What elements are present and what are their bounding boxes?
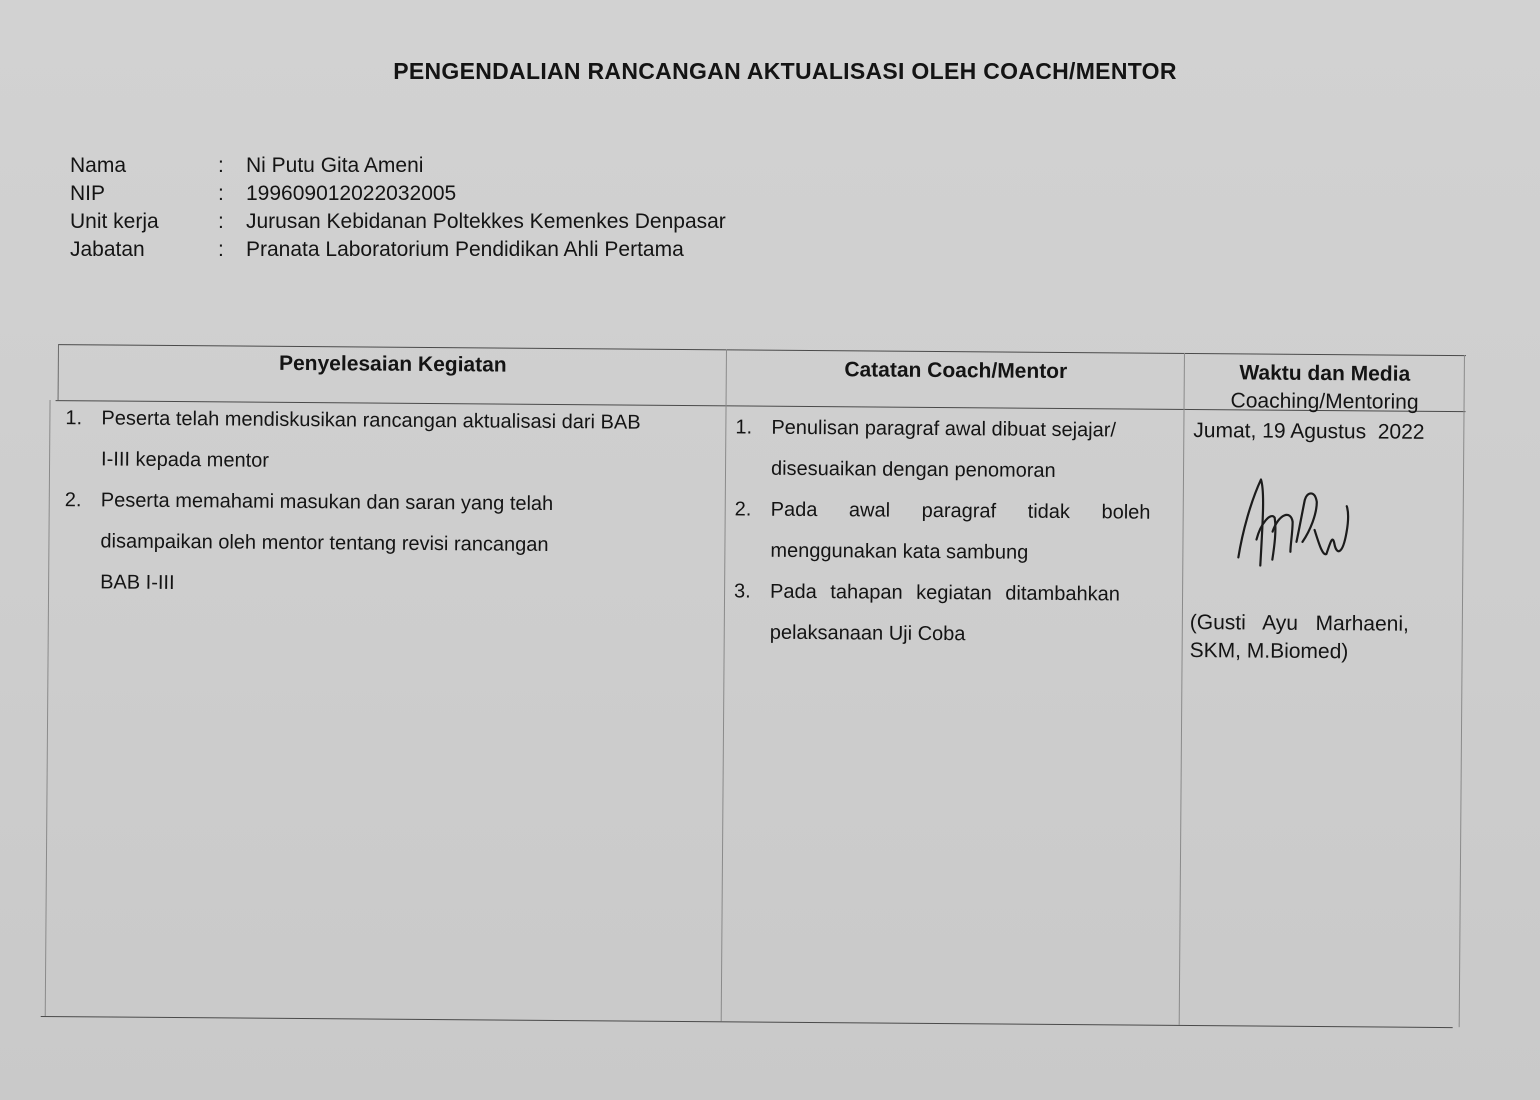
list-line: pelaksanaan Uji Coba <box>769 621 966 646</box>
info-label: Jabatan <box>70 238 145 261</box>
identity-block <box>70 152 726 264</box>
info-row-jabatan <box>70 236 726 264</box>
info-colon: : <box>218 238 224 261</box>
list-number: 2. <box>734 498 752 521</box>
list-item <box>735 407 1166 492</box>
mentoring-table <box>41 344 1466 1045</box>
list-number: 3. <box>733 580 751 603</box>
info-row-unit-kerja <box>70 208 726 236</box>
mentor-name-line2: SKM, M.Biomed) <box>1189 638 1349 664</box>
info-label: NIP <box>70 182 106 205</box>
list-line: Pada awal paragraf tidak boleh <box>770 498 1151 524</box>
list-number: 2. <box>64 489 82 512</box>
penyelesaian-list <box>64 398 706 608</box>
list-line: BAB I-III <box>100 571 175 595</box>
info-row-nip <box>70 180 726 208</box>
table-left-border-body <box>45 400 51 1016</box>
header-waktu-media-line2: Coaching/Mentoring <box>1230 389 1419 414</box>
mentoring-date: Jumat, 19 Agustus 2022 <box>1193 419 1425 444</box>
list-line: disesuaikan dengan penomoran <box>770 457 1056 482</box>
info-label: Unit kerja <box>70 210 159 233</box>
header-catatan-coach-mentor: Catatan Coach/Mentor <box>844 358 1068 384</box>
header-penyelesaian-kegiatan: Penyelesaian Kegiatan <box>278 351 507 377</box>
info-value: Pranata Laboratorium Pendidikan Ahli Pertama <box>246 238 684 261</box>
list-line: Pada tahapan kegiatan ditambahkan <box>769 580 1120 606</box>
list-item <box>734 571 1165 656</box>
catatan-list <box>734 407 1166 656</box>
list-line: disampaikan oleh mentor tentang revisi rancangan <box>100 530 549 556</box>
list-line: Penulisan paragraf awal dibuat sejajar/ <box>771 416 1117 442</box>
column-divider-1 <box>721 349 727 1021</box>
info-colon: : <box>218 182 224 205</box>
info-value: Ni Putu Gita Ameni <box>246 154 424 177</box>
list-line: I-III kepada mentor <box>101 448 270 472</box>
column-divider-2 <box>1179 353 1185 1025</box>
list-item <box>64 480 705 608</box>
list-number: 1. <box>735 416 753 439</box>
header-waktu-media-line1: Waktu dan Media <box>1239 361 1411 386</box>
info-value: 199609012022032005 <box>246 182 457 205</box>
info-label: Nama <box>70 154 127 177</box>
list-item <box>734 489 1165 574</box>
mentor-signature <box>1230 471 1361 582</box>
document-title: PENGENDALIAN RANCANGAN AKTUALISASI OLEH COACH/MENTOR <box>393 58 1177 84</box>
list-line: Peserta telah mendiskusikan rancangan aktualisasi dari BAB <box>101 407 641 434</box>
table-right-border <box>1459 355 1465 1027</box>
info-colon: : <box>218 210 224 233</box>
table-bottom-border <box>41 1016 1453 1028</box>
info-value: Jurusan Kebidanan Poltekkes Kemenkes Denpasar <box>246 210 726 233</box>
info-row-nama <box>70 152 726 180</box>
list-line: menggunakan kata sambung <box>770 539 1029 564</box>
mentor-name-line1: (Gusti Ayu Marhaeni, <box>1189 610 1409 636</box>
list-item <box>65 398 706 485</box>
list-line: Peserta memahami masukan dan saran yang telah <box>100 489 554 515</box>
info-colon: : <box>218 154 224 177</box>
list-number: 1. <box>65 407 83 430</box>
